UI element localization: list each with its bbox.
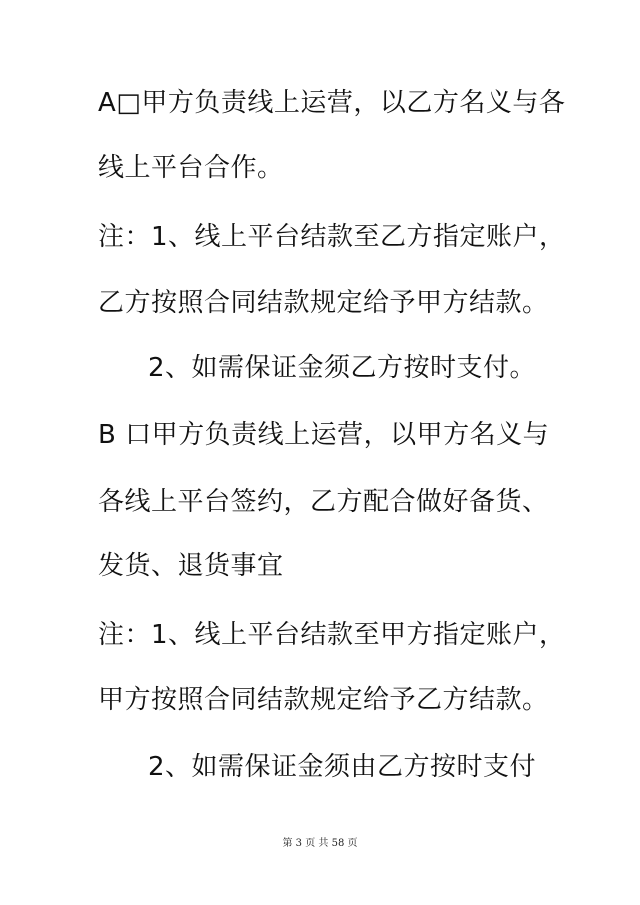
paragraph-line: B 口甲方负责线上运营，以甲方名义与 — [98, 420, 550, 450]
paragraph-line: 线上平台合作。 — [98, 153, 284, 183]
paragraph-line: 发货、退货事宜 — [98, 551, 284, 581]
note-line: 注：1、线上平台结款至甲方指定账户， — [98, 620, 566, 650]
paragraph-line: 各线上平台签约，乙方配合做好备货、 — [98, 487, 549, 517]
note-item-line: 2、如需保证金须由乙方按时支付 — [148, 752, 537, 782]
page-number-footer: 第 3 页 共 58 页 — [282, 838, 358, 849]
note-line: 注：1、线上平台结款至乙方指定账户， — [98, 222, 566, 252]
paragraph-line: 乙方按照合同结款规定给予甲方结款。 — [98, 288, 549, 318]
note-item-line: 2、如需保证金须乙方按时支付。 — [148, 353, 537, 383]
paragraph-line: 甲方按照合同结款规定给予乙方结款。 — [98, 685, 549, 715]
paragraph-line: A□甲方负责线上运营，以乙方名义与各 — [98, 88, 566, 118]
